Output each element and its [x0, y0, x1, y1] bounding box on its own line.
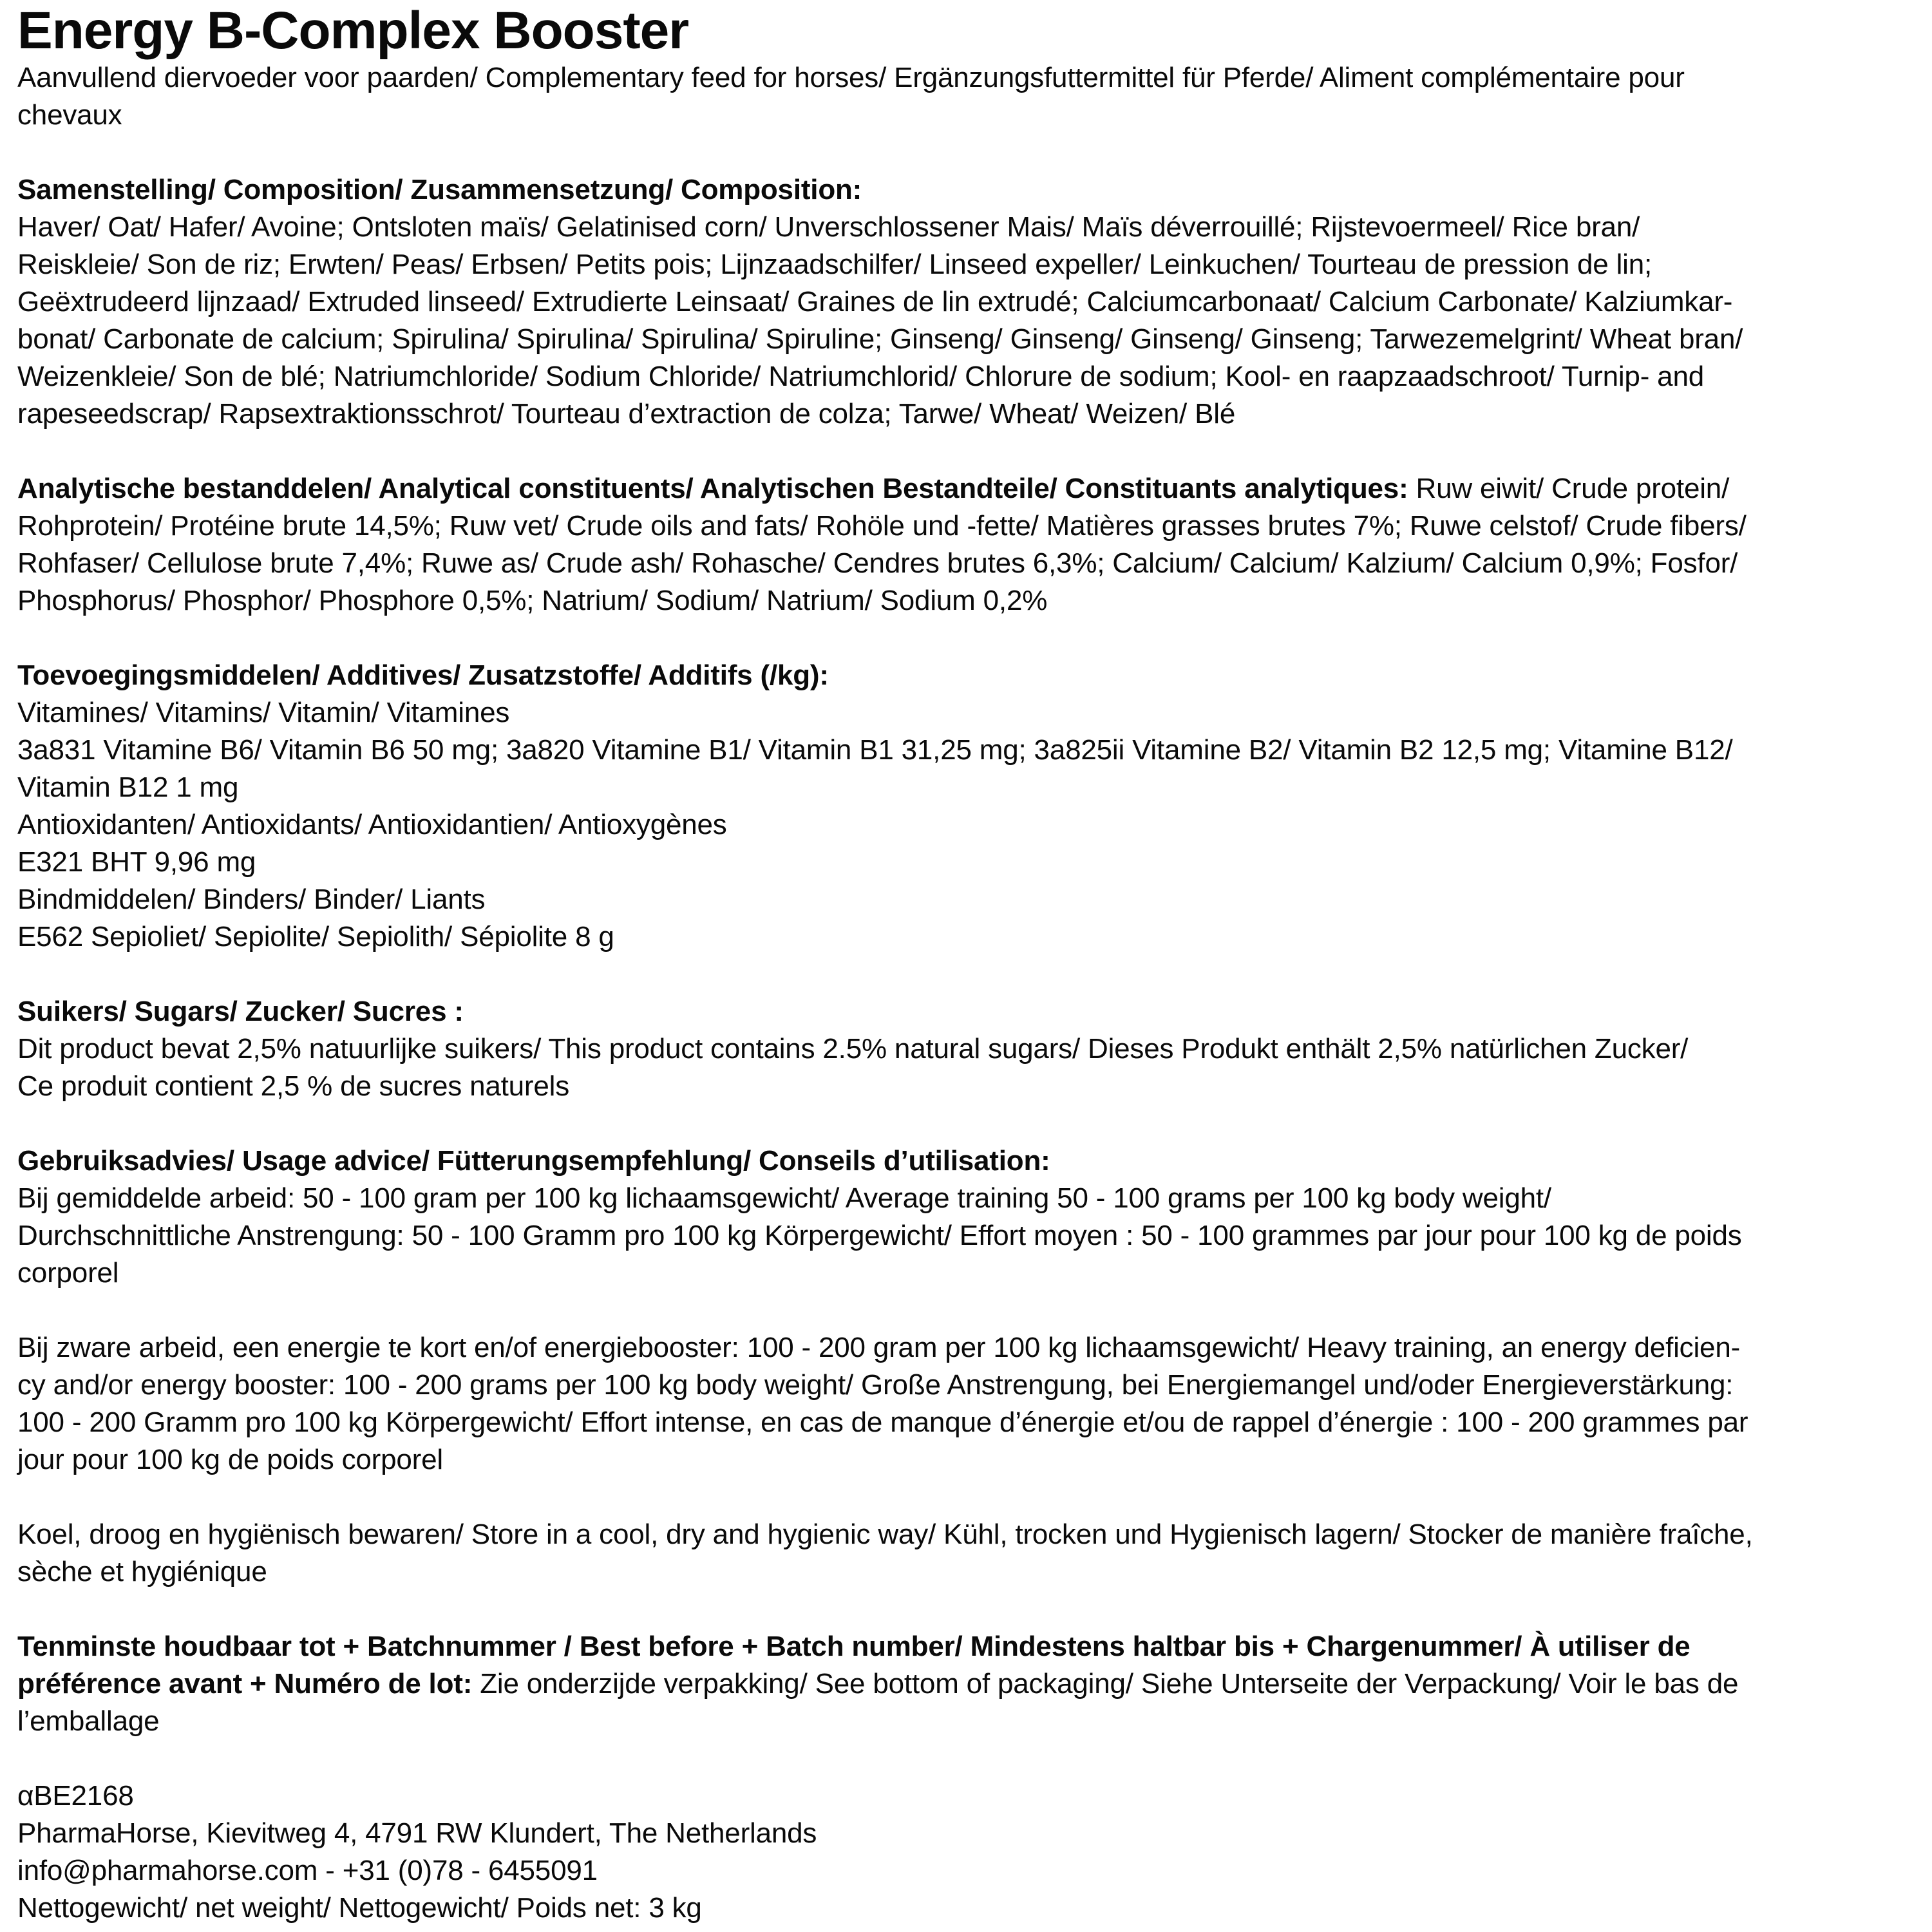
text-line [17, 171, 1932, 209]
text-line [17, 1703, 1932, 1740]
text-segment: Ruw eiwit/ Crude protein/ [1408, 473, 1730, 504]
manufacturer-info-text [17, 1777, 1932, 1927]
text-segment: Reiskleie/ Son de riz; Erwten/ Peas/ Erbsen/ Petits pois; Lijnzaadschilfer/ Linseed expeller/ Leinkuchen/ Tourteau de pression de lin; [17, 249, 1653, 280]
text-segment-bold: Samenstelling/ Composition/ Zusammensetzung/ Composition: [17, 174, 862, 205]
text-line [17, 1217, 1932, 1255]
text-line [17, 358, 1932, 395]
text-segment-bold: Analytische bestanddelen/ Analytical constituents/ Analytischen Bestandteile/ Constituants analytiques: [17, 473, 1408, 504]
text-segment-bold: Tenminste houdbaar tot + Batchnummer / Best before + Batch number/ Mindestens haltbar bis + Chargenummer/ À utiliser de [17, 1631, 1690, 1662]
text-line [17, 881, 1932, 918]
text-segment: 100 - 200 Gramm pro 100 kg Körpergewicht/ Effort intense, en cas de manque d’énergie et/ou de rappel d’énergie : 100 - 200 grammes par [17, 1406, 1748, 1438]
text-segment: Dit product bevat 2,5% natuurlijke suikers/ This product contains 2.5% natural sugars/ Dieses Produkt enthält 2,5% natürlichen Zucker/ [17, 1033, 1689, 1065]
analytical-constituents-text [17, 470, 1932, 620]
text-line [17, 582, 1932, 620]
text-line [17, 246, 1932, 283]
text-line [17, 1852, 1932, 1889]
composition-heading [17, 171, 1932, 209]
text-line [17, 657, 1932, 694]
text-line [17, 59, 1932, 97]
best-before-batch-text [17, 1628, 1932, 1740]
text-segment: 3a831 Vitamine B6/ Vitamin B6 50 mg; 3a820 Vitamine B1/ Vitamin B1 31,25 mg; 3a825ii Vitamine B2/ Vitamin B2 12,5 mg; Vitamine B12/ [17, 734, 1733, 766]
text-line [17, 507, 1932, 545]
product-subtitle [17, 59, 1932, 134]
text-segment: Phosphorus/ Phosphor/ Phosphore 0,5%; Natrium/ Sodium/ Natrium/ Sodium 0,2% [17, 585, 1048, 616]
text-segment: Zie onderzijde verpakking/ See bottom of packaging/ Siehe Unterseite der Verpackung/ Voir le bas de [472, 1668, 1739, 1700]
text-segment: Weizenkleie/ Son de blé; Natriumchloride/ Sodium Chloride/ Natriumchlorid/ Chlorure de sodium; Kool- en raapzaadschroot/ Turnip- and [17, 361, 1704, 392]
storage-instructions-text [17, 1516, 1932, 1591]
usage-average-training-text [17, 1180, 1932, 1292]
text-segment: info@pharmahorse.com - +31 (0)78 - 6455091 [17, 1855, 598, 1886]
text-segment: Geëxtrudeerd lijnzaad/ Extruded linseed/ Extrudierte Leinsaat/ Graines de lin extrudé; Calciumcarbonaat/ Calcium Carbonate/ Kalziumkar- [17, 286, 1733, 317]
text-line [17, 1777, 1932, 1815]
text-line [17, 1068, 1932, 1105]
text-line [17, 283, 1932, 321]
text-line [17, 1030, 1932, 1068]
text-segment: bonat/ Carbonate de calcium; Spirulina/ Spirulina/ Spirulina/ Spiruline; Ginseng/ Ginseng/ Ginseng/ Ginseng; Tarwezemelgrint/ Wheat bran/ [17, 323, 1743, 355]
text-segment: Koel, droog en hygiënisch bewaren/ Store in a cool, dry and hygienic way/ Kühl, trocken und Hygienisch lagern/ Stocker de manière fraîche, [17, 1519, 1753, 1550]
text-line [17, 1628, 1932, 1665]
text-segment-bold: Toevoegingsmiddelen/ Additives/ Zusatzstoffe/ Additifs (/kg): [17, 659, 829, 691]
text-segment: αBE2168 [17, 1780, 134, 1812]
text-line [17, 1889, 1932, 1927]
text-line [17, 470, 1932, 507]
text-line [17, 1329, 1932, 1367]
text-segment: l’emballage [17, 1705, 160, 1737]
text-segment: Aanvullend diervoeder voor paarden/ Complementary feed for horses/ Ergänzungsfuttermittel für Pferde/ Aliment complémentaire pour [17, 62, 1685, 93]
text-segment: PharmaHorse, Kievitweg 4, 4791 RW Klundert, The Netherlands [17, 1817, 817, 1849]
text-line [17, 1142, 1932, 1180]
text-segment: jour pour 100 kg de poids corporel [17, 1444, 443, 1475]
text-line [17, 993, 1932, 1030]
text-segment: rapeseedscrap/ Rapsextraktionsschrot/ Tourteau d’extraction de colza; Tarwe/ Wheat/ Weizen/ Blé [17, 398, 1236, 430]
text-line [17, 1180, 1932, 1217]
text-segment-bold: Gebruiksadvies/ Usage advice/ Fütterungsempfehlung/ Conseils d’utilisation: [17, 1145, 1050, 1177]
text-line [17, 395, 1932, 433]
additives-text [17, 694, 1932, 956]
text-line [17, 1441, 1932, 1479]
text-line [17, 769, 1932, 806]
text-segment: Antioxidanten/ Antioxidants/ Antioxidantien/ Antioxygènes [17, 809, 727, 840]
text-segment: Vitamines/ Vitamins/ Vitamin/ Vitamines [17, 697, 510, 728]
text-segment: sèche et hygiénique [17, 1556, 267, 1587]
text-line [17, 1665, 1932, 1703]
text-segment: Bindmiddelen/ Binders/ Binder/ Liants [17, 884, 486, 915]
text-line [17, 694, 1932, 732]
text-segment-bold: Suikers/ Sugars/ Zucker/ Sucres : [17, 996, 464, 1027]
text-line [17, 1255, 1932, 1292]
text-segment: corporel [17, 1257, 119, 1289]
text-segment: Rohprotein/ Protéine brute 14,5%; Ruw vet/ Crude oils and fats/ Rohöle und -fette/ Matières grasses brutes 7%; Ruwe celstof/ Crude fibers/ [17, 510, 1747, 542]
composition-text [17, 209, 1932, 433]
text-segment: Durchschnittliche Anstrengung: 50 - 100 Gramm pro 100 kg Körpergewicht/ Effort moyen : 50 - 100 grammes par jour pour 100 kg de poids [17, 1220, 1742, 1251]
text-segment: Rohfaser/ Cellulose brute 7,4%; Ruwe as/ Crude ash/ Rohasche/ Cendres brutes 6,3%; Calcium/ Calcium/ Kalzium/ Calcium 0,9%; Fosfor/ [17, 547, 1738, 579]
product-title: Energy B-Complex Booster [17, 1, 689, 60]
text-segment: cy and/or energy booster: 100 - 200 grams per 100 kg body weight/ Große Anstrengung, bei Energiemangel und/oder Energieverstärkung: [17, 1369, 1734, 1401]
text-segment-bold: préférence avant + Numéro de lot: [17, 1668, 473, 1700]
text-segment: chevaux [17, 99, 122, 131]
text-line [17, 918, 1932, 956]
text-line [17, 321, 1932, 358]
text-segment: Bij gemiddelde arbeid: 50 - 100 gram per 100 kg lichaamsgewicht/ Average training 50 - 100 grams per 100 kg body weight/ [17, 1182, 1551, 1214]
text-segment: E321 BHT 9,96 mg [17, 846, 256, 878]
text-line [17, 1815, 1932, 1852]
text-line [17, 545, 1932, 582]
text-segment: Haver/ Oat/ Hafer/ Avoine; Ontsloten maïs/ Gelatinised corn/ Unverschlossener Mais/ Maïs déverrouillé; Rijstevoermeel/ Rice bran/ [17, 211, 1640, 243]
text-line [17, 97, 1932, 134]
sugars-text [17, 1030, 1932, 1105]
text-segment: Nettogewicht/ net weight/ Nettogewicht/ Poids net: 3 kg [17, 1892, 702, 1924]
text-line [17, 1404, 1932, 1441]
text-line [17, 1516, 1932, 1553]
sugars-heading [17, 993, 1932, 1030]
usage-heavy-training-text [17, 1329, 1932, 1479]
text-line [17, 1553, 1932, 1591]
text-segment: E562 Sepioliet/ Sepiolite/ Sepiolith/ Sépiolite 8 g [17, 921, 614, 952]
text-segment: Bij zware arbeid, een energie te kort en/of energiebooster: 100 - 200 gram per 100 kg lichaamsgewicht/ Heavy training, an energy deficien- [17, 1332, 1741, 1363]
text-line [17, 1367, 1932, 1404]
text-segment: Vitamin B12 1 mg [17, 772, 239, 803]
text-line [17, 844, 1932, 881]
text-line [17, 209, 1932, 246]
additives-heading [17, 657, 1932, 694]
text-segment: Ce produit contient 2,5 % de sucres naturels [17, 1070, 570, 1102]
text-line [17, 806, 1932, 844]
text-line [17, 732, 1932, 769]
usage-advice-heading [17, 1142, 1932, 1180]
